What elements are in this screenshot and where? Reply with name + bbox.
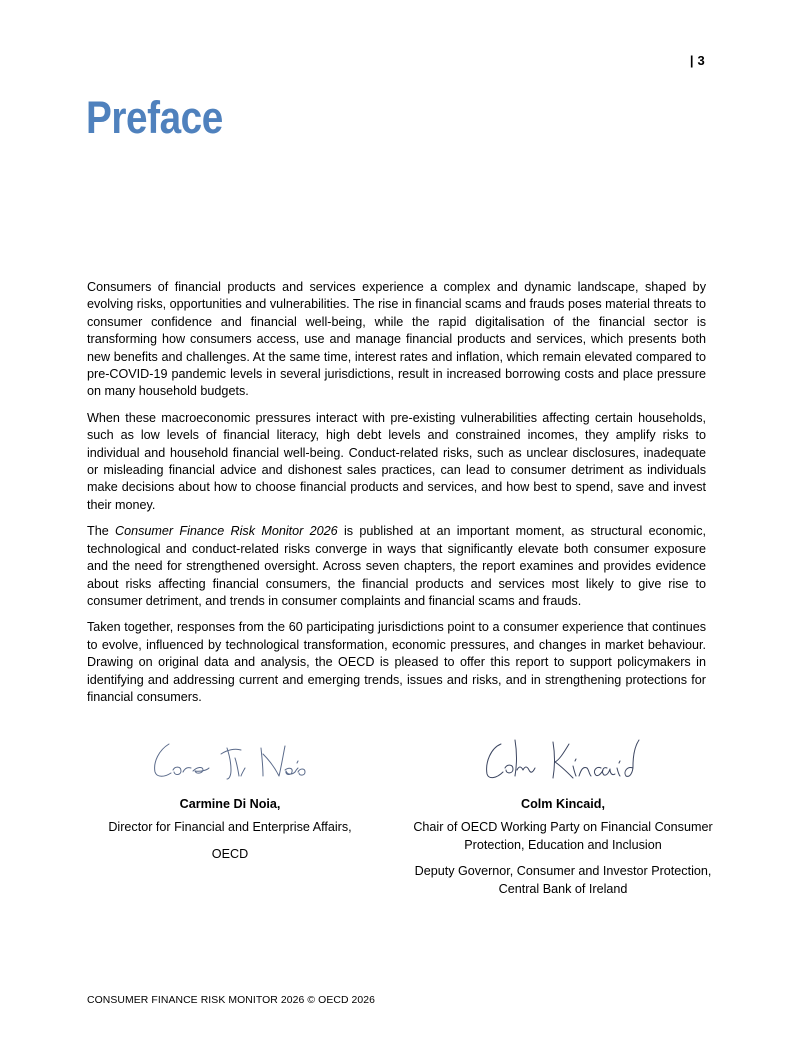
paragraph-4: Taken together, responses from the 60 participating jurisdictions point to a consumer experience that continues to evolve, influenced by technological transformation, economic pressures, and changes in market behaviour. Drawing on original data and analysis, the OECD is pleased to offer this report to support policymakers in identifying and addressing current and emerging trends, issues and risks, and in strengthening protections for financial consumers.: [87, 620, 706, 704]
handwritten-signature-di-noia: [145, 732, 315, 788]
signer-name-left: Carmine Di Noia,: [179, 797, 281, 811]
signer-name-right: Colm Kincaid,: [521, 797, 605, 811]
signer-role-right: Chair of OECD Working Party on Financial Consumer Protection, Education and Inclusion: [413, 820, 713, 852]
paragraph-3: [87, 523, 706, 610]
report-title-italic: Consumer Finance Risk Monitor 2026: [115, 524, 338, 539]
signer-org-left: OECD: [211, 846, 249, 861]
signature-block-left: [90, 732, 370, 863]
paragraph-3-intro: The: [87, 524, 116, 539]
paragraph-3-body: is published at an important moment, as structural economic, technological and conduct-related risks converge in ways that significantly elevate both consumer exposure and the need for strengthened oversight. Across seven chapters, the report examines and provides evidence about risks affecting financial consumers, the financial products and services most likely to give rise to consumer detriment, and trends in consumer complaints and financial scams and frauds.: [87, 524, 706, 608]
paragraph-1: Consumers of financial products and services experience a complex and dynamic landscape, shaped by evolving risks, opportunities and vulnerabilities. The rise in financial scams and frauds poses material threats to consumer confidence and financial well-being, while the rapid digitalisation of the financial sector is transforming how consumers access, use and manage financial products and services, which presents both new benefits and challenges. At the same time, interest rates and inflation, which remain elevated compared to pre-COVID-19 pandemic levels in several jurisdictions, result in increased borrowing costs and place pressure on many household budgets.: [87, 280, 706, 399]
page-number: | 3: [689, 53, 705, 68]
signer-role2-right: Deputy Governor, Consumer and Investor Protection, Central Bank of Ireland: [414, 864, 712, 896]
signature-block-right: [413, 732, 713, 898]
footer-text: CONSUMER FINANCE RISK MONITOR 2026 © OECD 2026: [87, 995, 376, 1006]
signer-role-left: Director for Financial and Enterprise Affairs,: [108, 820, 352, 835]
paragraph-2: When these macroeconomic pressures interact with pre-existing vulnerabilities affecting certain households, such as low levels of financial literacy, high debt levels and constrained incomes, they amplify risks to individual and household financial well-being. Conduct-related risks, such as unclear disclosures, inadequate or misleading financial advice and dishonest sales practices, can lead to consumer detriment as individuals make decisions about how to choose financial products and services, and how best to spend, save and invest their money.: [87, 410, 706, 512]
handwritten-signature-kincaid: [473, 732, 653, 788]
body-text: [87, 279, 706, 715]
page-title: Preface: [86, 92, 223, 143]
